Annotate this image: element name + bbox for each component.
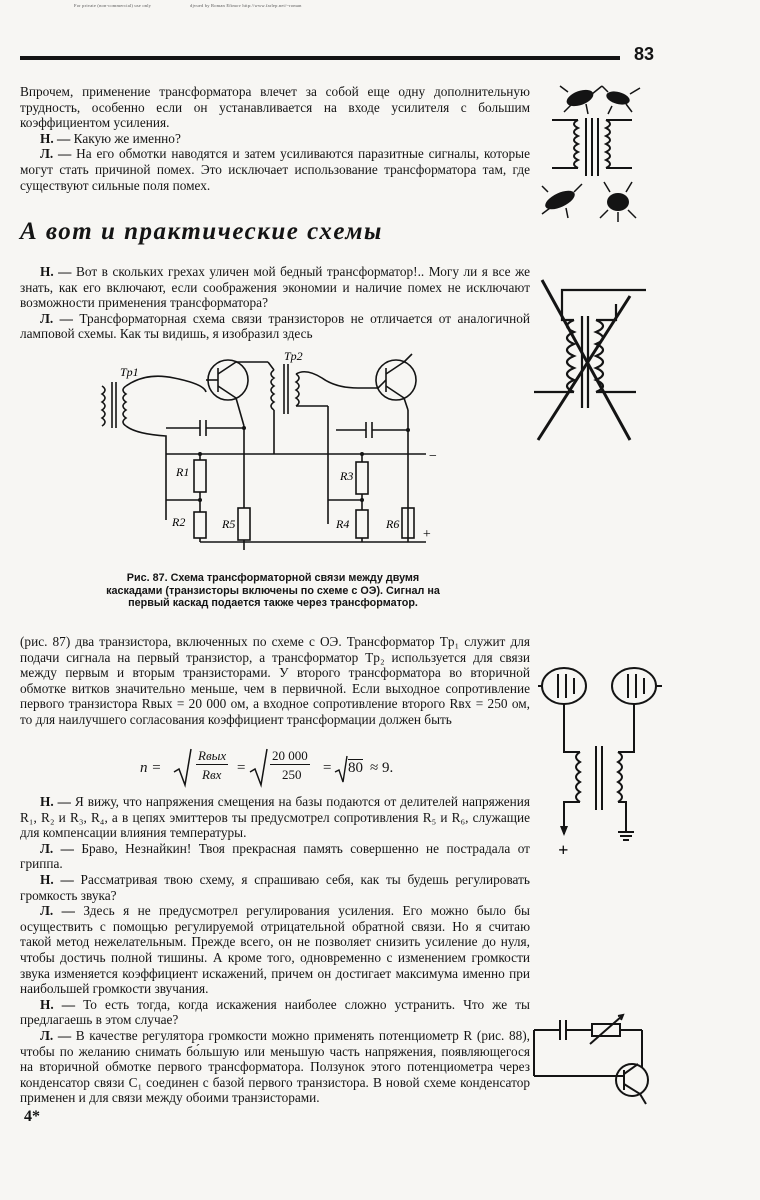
page-number: 83 — [634, 44, 655, 64]
intro-block — [20, 84, 530, 193]
dialogue-text: В качестве регулятора громкости можно применять потенциометр R (рис. 88), чтобы по желанию снимать бо́льшую или меньшую часть напряжения, появляющегося на вторичной обмотке первого трансформатора. Ползунок этого потенциометра через конденсатор связи C₁ соединен с базой первого транзистора. В новой схеме конденсатор применен и для связи между обоими транзисторами. — [20, 1027, 530, 1106]
label-tp2: Tp2 — [284, 350, 303, 363]
speaker-label: Л. — — [40, 310, 73, 326]
dialogue-n2 — [20, 264, 530, 311]
dialogue-text: То есть тогда, когда искажения наиболее сложно устранить. Что же ты предлагаешь в этом случае? — [20, 996, 530, 1028]
speaker-label: Н. — — [40, 794, 71, 809]
dialogue-l5 — [20, 1028, 530, 1106]
label-minus: − — [428, 449, 438, 464]
header-note-right: djvued by Roman Efimov http://www.farlep.net/~roman — [190, 3, 302, 8]
label-r5: R5 — [222, 517, 236, 531]
dialogue-n5 — [20, 997, 530, 1028]
label-r1: R1 — [176, 465, 190, 479]
label-r4: R4 — [336, 517, 350, 531]
header-rule — [20, 56, 620, 60]
speaker-label: Н. — — [40, 264, 72, 279]
signature-mark: 4* — [24, 1108, 40, 1125]
dialogue-text: Браво, Незнайкин! Твоя прекрасная память совершенно не пострадала от гриппа. — [20, 840, 530, 872]
speaker-label: Л. — — [40, 1027, 72, 1043]
transformation-ratio-formula — [140, 748, 430, 788]
speaker-label: Л. — — [40, 840, 74, 856]
dialogue-text: Я вижу, что напряжения смещения на базы подаются от делителей напряжения R₁, R₂ и R₃, R₄, а в цепях эмиттеров ты предусмотрел сопротивления R₅ и R₆, служащие для компенсации влияния температуры. — [20, 794, 530, 841]
tubes-transformer-illustration — [538, 660, 668, 860]
dialogue-text: Здесь я не предусмотрел регулирования усиления. Его можно было бы осуществить с помощью регулируемой отрицательной обратной связи. Но я считаю такой метод нежелательным. Прежде всего, он не позволяет снизить усиление до нуля, чтобы достичь полной тишины. А кроме того, одновременно с изменением громкости звука изменяется коэффициент искажений, причем он достигает максимума именно при наибольшей громкости звучания. — [20, 903, 530, 997]
dialogue-text: Трансформаторная схема связи транзисторов не отличается от аналогичной ламповой схемы. Как ты видишь, я изобразил здесь — [20, 310, 530, 342]
speaker-label: Н. — — [40, 130, 71, 146]
dialogue-n3 — [20, 794, 530, 841]
transformer-interference-illustration — [540, 84, 646, 234]
sqrt-sign — [172, 748, 192, 788]
sqrt-sign-2 — [248, 748, 268, 788]
formula-den: Rвх — [202, 767, 222, 782]
formula-n: n = — [140, 760, 162, 776]
section-title: А вот и практические схемы — [20, 218, 383, 245]
formula-result: ≈ 9. — [370, 760, 394, 776]
label-plus: + — [422, 527, 432, 542]
dialogue-n4 — [20, 872, 530, 903]
label-tp1: Tp1 — [120, 365, 139, 379]
part3-block — [20, 634, 530, 728]
plus-sign: + — [558, 840, 569, 860]
dialogue-text: На его обмотки наводятся и затем усиливаются паразитные сигналы, которые могут стать причиной помех. Это исключает использование трансформатора там, где существуют сильные поля помех. — [20, 146, 530, 193]
label-r6: R6 — [386, 517, 400, 531]
dialogue-text: Вот в скольких грехах уличен мой бедный трансформатор!.. Могу ли я все же знать, как его включают, если соображения экономии и наличие помех не исключают возможности применения трансформатора? — [20, 264, 530, 311]
formula-den2: 250 — [282, 767, 302, 782]
potentiometer-illustration — [530, 1012, 660, 1112]
main-paragraph: (рис. 87) два транзистора, включенных по схеме с ОЭ. Трансформатор Tp₁ служит для подачи сигнала на первый транзистор, а трансформатор Tp₂ используется для связи между первым и вторым транзисторами. У второго трансформатора во вторичной обмотке витков значительно меньше, чем в первичной. Если выходное сопротивление первого транзистора Rвых = 20 000 ом, а входное сопротивление второго Rвх = 250 ом, то для наилучшего согласования коэффициент трансформации должен быть — [20, 634, 530, 727]
formula-num2: 20 000 — [272, 748, 308, 763]
formula-eq2: = — [322, 760, 333, 776]
formula-root: 80 — [348, 760, 363, 776]
label-r3: R3 — [340, 469, 354, 483]
dialogue-l1 — [20, 146, 530, 193]
dialogue-l4 — [20, 903, 530, 997]
sqrt-sign-3 — [334, 754, 348, 784]
dialogue-text: Рассматривая твою схему, я спрашиваю себя, как ты будешь регулировать громкость звука? — [20, 871, 530, 903]
intro-paragraph: Впрочем, применение трансформатора влечет за собой еще одну дополнительную трудность, особенно если он устанавливается на входе усилителя с большим коэффициентом усиления. — [20, 84, 530, 131]
dialogue-block-2 — [20, 794, 530, 1106]
formula-num: Rвых — [198, 748, 227, 763]
figure-87-caption: Рис. 87. Схема трансформаторной связи между двумя каскадами (транзисторы включены по схеме с ОЭ). Сигнал на первый каскад подается также через трансформатор. — [106, 572, 440, 609]
speaker-label: Л. — — [40, 146, 72, 162]
dialogue-text: Какую же именно? — [70, 130, 181, 146]
header-note-left: For private (non-commercial) use only — [74, 3, 152, 8]
label-r2: R2 — [172, 515, 186, 529]
figure-87-schematic — [96, 350, 446, 568]
dialogue-l3 — [20, 841, 530, 872]
speaker-label: Н. — — [40, 996, 76, 1012]
crossed-transformer-illustration — [526, 276, 646, 444]
formula-eq: = — [236, 760, 247, 776]
dialogue-n1 — [20, 131, 530, 147]
speaker-label: Н. — — [40, 871, 74, 887]
speaker-label: Л. — — [40, 903, 75, 919]
part2-block — [20, 264, 530, 342]
dialogue-l2 — [20, 311, 530, 342]
